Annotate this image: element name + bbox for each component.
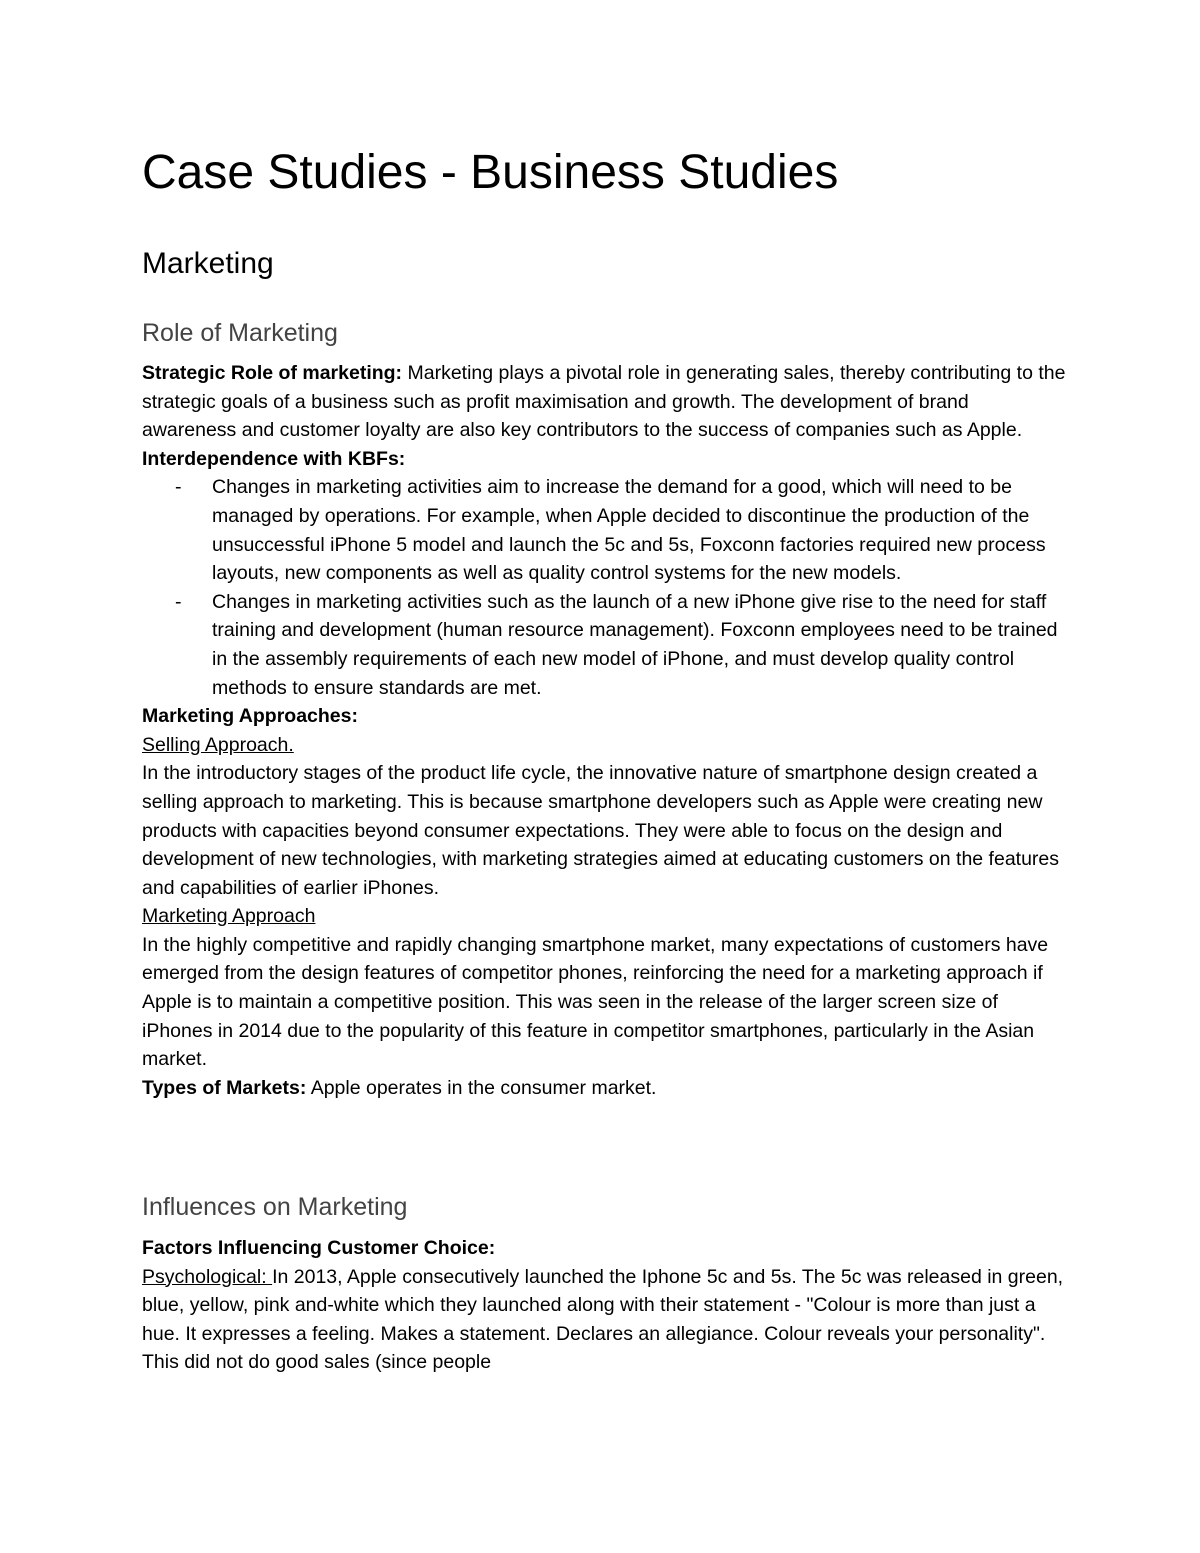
- heading-influences-on-marketing: Influences on Marketing: [142, 1193, 408, 1221]
- types-of-markets-text: Apple operates in the consumer market.: [306, 1076, 657, 1099]
- list-item: [142, 588, 1062, 702]
- marketing-approaches-label: Marketing Approaches:: [142, 705, 358, 728]
- factors-label: Factors Influencing Customer Choice:: [142, 1237, 496, 1259]
- list-item-text: Changes in marketing activities aim to increase the demand for a good, which will need to be managed by operations. For example, when Apple decided to discontinue the production of the unsuccessful iPhone 5 model and launch the 5c and 5s, Foxconn factories required new process layouts, new components as well as quality control systems for the new models.: [212, 476, 1046, 585]
- marketing-approach-label: Marketing Approach: [142, 905, 316, 928]
- marketing-approach-text: In the highly competitive and rapidly changing smartphone market, many expectations of customers have emerged from the design features of competitor phones, reinforcing the need for a marketing approach if Apple is to maintain a competitive position. This was seen in the release of the larger screen size of iPhones in 2014 due to the popularity of this feature in competitor smartphones, particularly in the Asian market.: [142, 933, 1049, 1071]
- document-title: Case Studies - Business Studies: [142, 146, 839, 199]
- influences-section-body: [142, 1234, 1067, 1377]
- list-item: [142, 473, 1062, 587]
- dash-bullet: -: [175, 590, 182, 613]
- selling-approach-label: Selling Approach.: [142, 733, 294, 756]
- types-of-markets-paragraph: [142, 1074, 1067, 1103]
- role-section-body: [142, 359, 1067, 1102]
- interdependence-label: Interdependence with KBFs:: [142, 447, 406, 470]
- psychological-text: In 2013, Apple consecutively launched the Iphone 5c and 5s. The 5c was released in green, blue, yellow, pink and-white which they launched along with their statement - "Colour is more than just a hue. It expresses a feeling. Makes a statement. Declares an allegiance. Colour reveals your personality". This did not do good sales (since people: [142, 1265, 1064, 1374]
- strategic-role-paragraph: [142, 359, 1067, 445]
- psychological-paragraph: [142, 1263, 1067, 1377]
- heading-marketing: Marketing: [142, 247, 274, 280]
- heading-role-of-marketing: Role of Marketing: [142, 319, 338, 347]
- list-item-text: Changes in marketing activities such as the launch of a new iPhone give rise to the need for staff training and development (human resource management). Foxconn employees need to be trained in the assembly requirements of each new model of iPhone, and must develop quality control methods to ensure standards are met.: [212, 590, 1058, 699]
- types-of-markets-label: Types of Markets:: [142, 1076, 307, 1099]
- strategic-role-label: Strategic Role of marketing:: [142, 362, 403, 384]
- dash-bullet: -: [175, 476, 182, 499]
- strategic-role-text: Marketing plays a pivotal role in generating sales, thereby contributing to the strategic goals of a business such as profit maximisation and growth. The development of brand awareness and customer loyalty are also key contributors to the success of companies such as Apple.: [142, 362, 1066, 442]
- selling-approach-text: In the introductory stages of the product life cycle, the innovative nature of smartphone design created a selling approach to marketing. This is because smartphone developers such as Apple were creating new products with capacities beyond consumer expectations. They were able to focus on the design and development of new technologies, with marketing strategies aimed at educating customers on the features and capabilities of earlier iPhones.: [142, 762, 1060, 899]
- psychological-label: Psychological:: [142, 1265, 273, 1288]
- interdependence-list: [142, 473, 1067, 702]
